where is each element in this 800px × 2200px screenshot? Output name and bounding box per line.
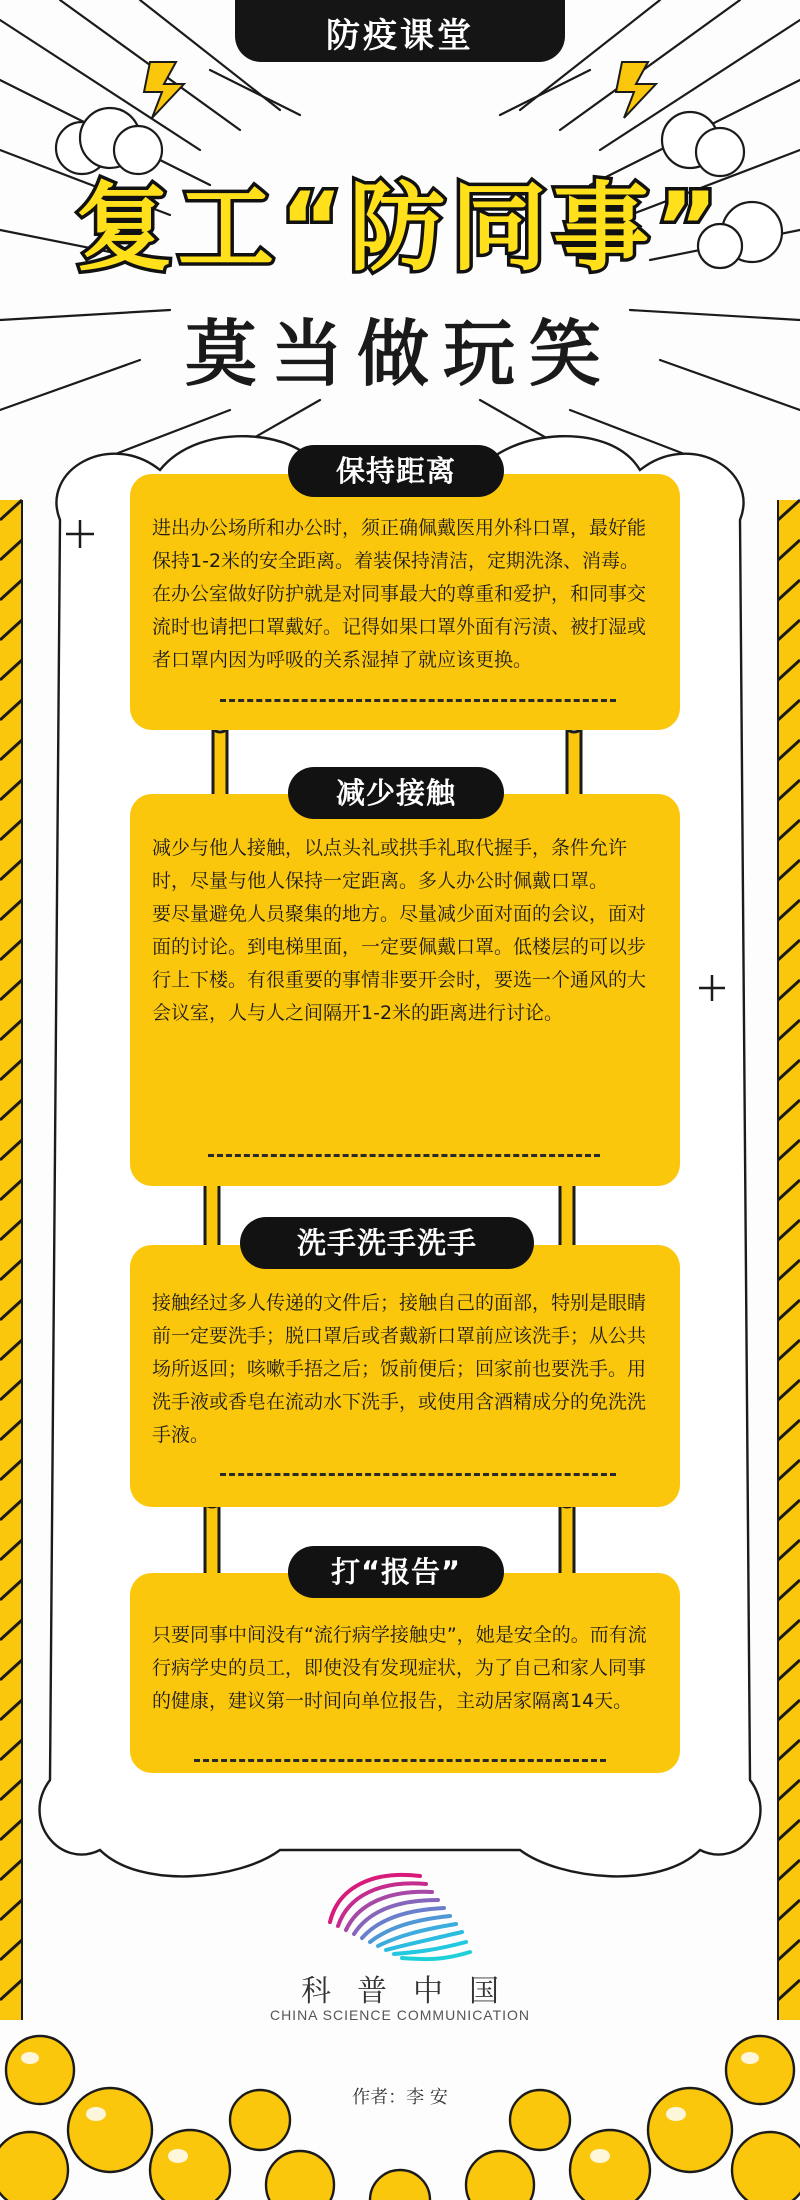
card-divider [194,1759,606,1762]
section-card-keep-distance [130,474,680,730]
section-title-pill: 保持距离 [288,445,504,497]
section-body [152,1287,658,1452]
headline: 复工“防同事” [75,172,725,284]
banner-title: 防疫课堂 [326,16,474,56]
section-body [152,832,658,1030]
card-divider [220,1473,616,1476]
section-paragraph: 只要同事中间没有“流行病学接触史”，她是安全的。而有流行病学史的员工，即使没有发现症状，为了自己和家人同事的健康，建议第一时间向单位报告，主动居家隔离14天。 [152,1624,647,1712]
section-body [152,512,658,677]
section-paragraph: 减少与他人接触，以点头礼或拱手礼取代握手，条件允许时，尽量与他人保持一定距离。多人办公时佩戴口罩。 [152,837,628,892]
section-card-wash-hands [130,1245,680,1507]
top-banner [235,0,565,62]
section-body [152,1619,658,1718]
section-paragraph: 接触经过多人传递的文件后；接触自己的面部，特别是眼睛前一定要洗手；脱口罩后或者戴新口罩前应该洗手；从公共场所返回；咳嗽手捂之后；饭前便后；回家前也要洗手。用洗手液或香皂在流动水下洗手，或使用含酒精成分的免洗洗手液。 [152,1292,647,1446]
section-paragraph: 要尽量避免人员聚集的地方。尽量减少面对面的会议，面对面的讨论。到电梯里面，一定要佩戴口罩。低楼层的可以步行上下楼。有很重要的事情非要开会时，要选一个通风的大会议室，人与人之间隔开1-2米的距离进行讨论。 [152,903,647,1024]
section-title-pill: 洗手洗手洗手 [240,1217,534,1269]
logo-chinese-name: 科普中国 [301,1974,525,2009]
card-divider [208,1154,600,1157]
subheadline: 莫当做玩笑 [184,311,615,396]
logo-english-name: CHINA SCIENCE COMMUNICATION [269,2007,531,2023]
card-divider [220,699,616,702]
section-card-report [130,1573,680,1773]
section-card-reduce-contact [130,794,680,1186]
section-title-pill: 减少接触 [288,767,504,819]
section-paragraph: 进出办公场所和办公时，须正确佩戴医用外科口罩，最好能保持1-2米的安全距离。着装保持清洁，定期洗涤、消毒。在办公室做好防护就是对同事最大的尊重和爱护，和同事交流时也请把口罩戴好。记得如果口罩外面有污渍、被打湿或者口罩内因为呼吸的关系湿掉了就应该更换。 [152,517,647,671]
section-title-pill: 打“报告” [288,1546,504,1598]
author-credit: 作者：李 安 [352,2087,448,2108]
